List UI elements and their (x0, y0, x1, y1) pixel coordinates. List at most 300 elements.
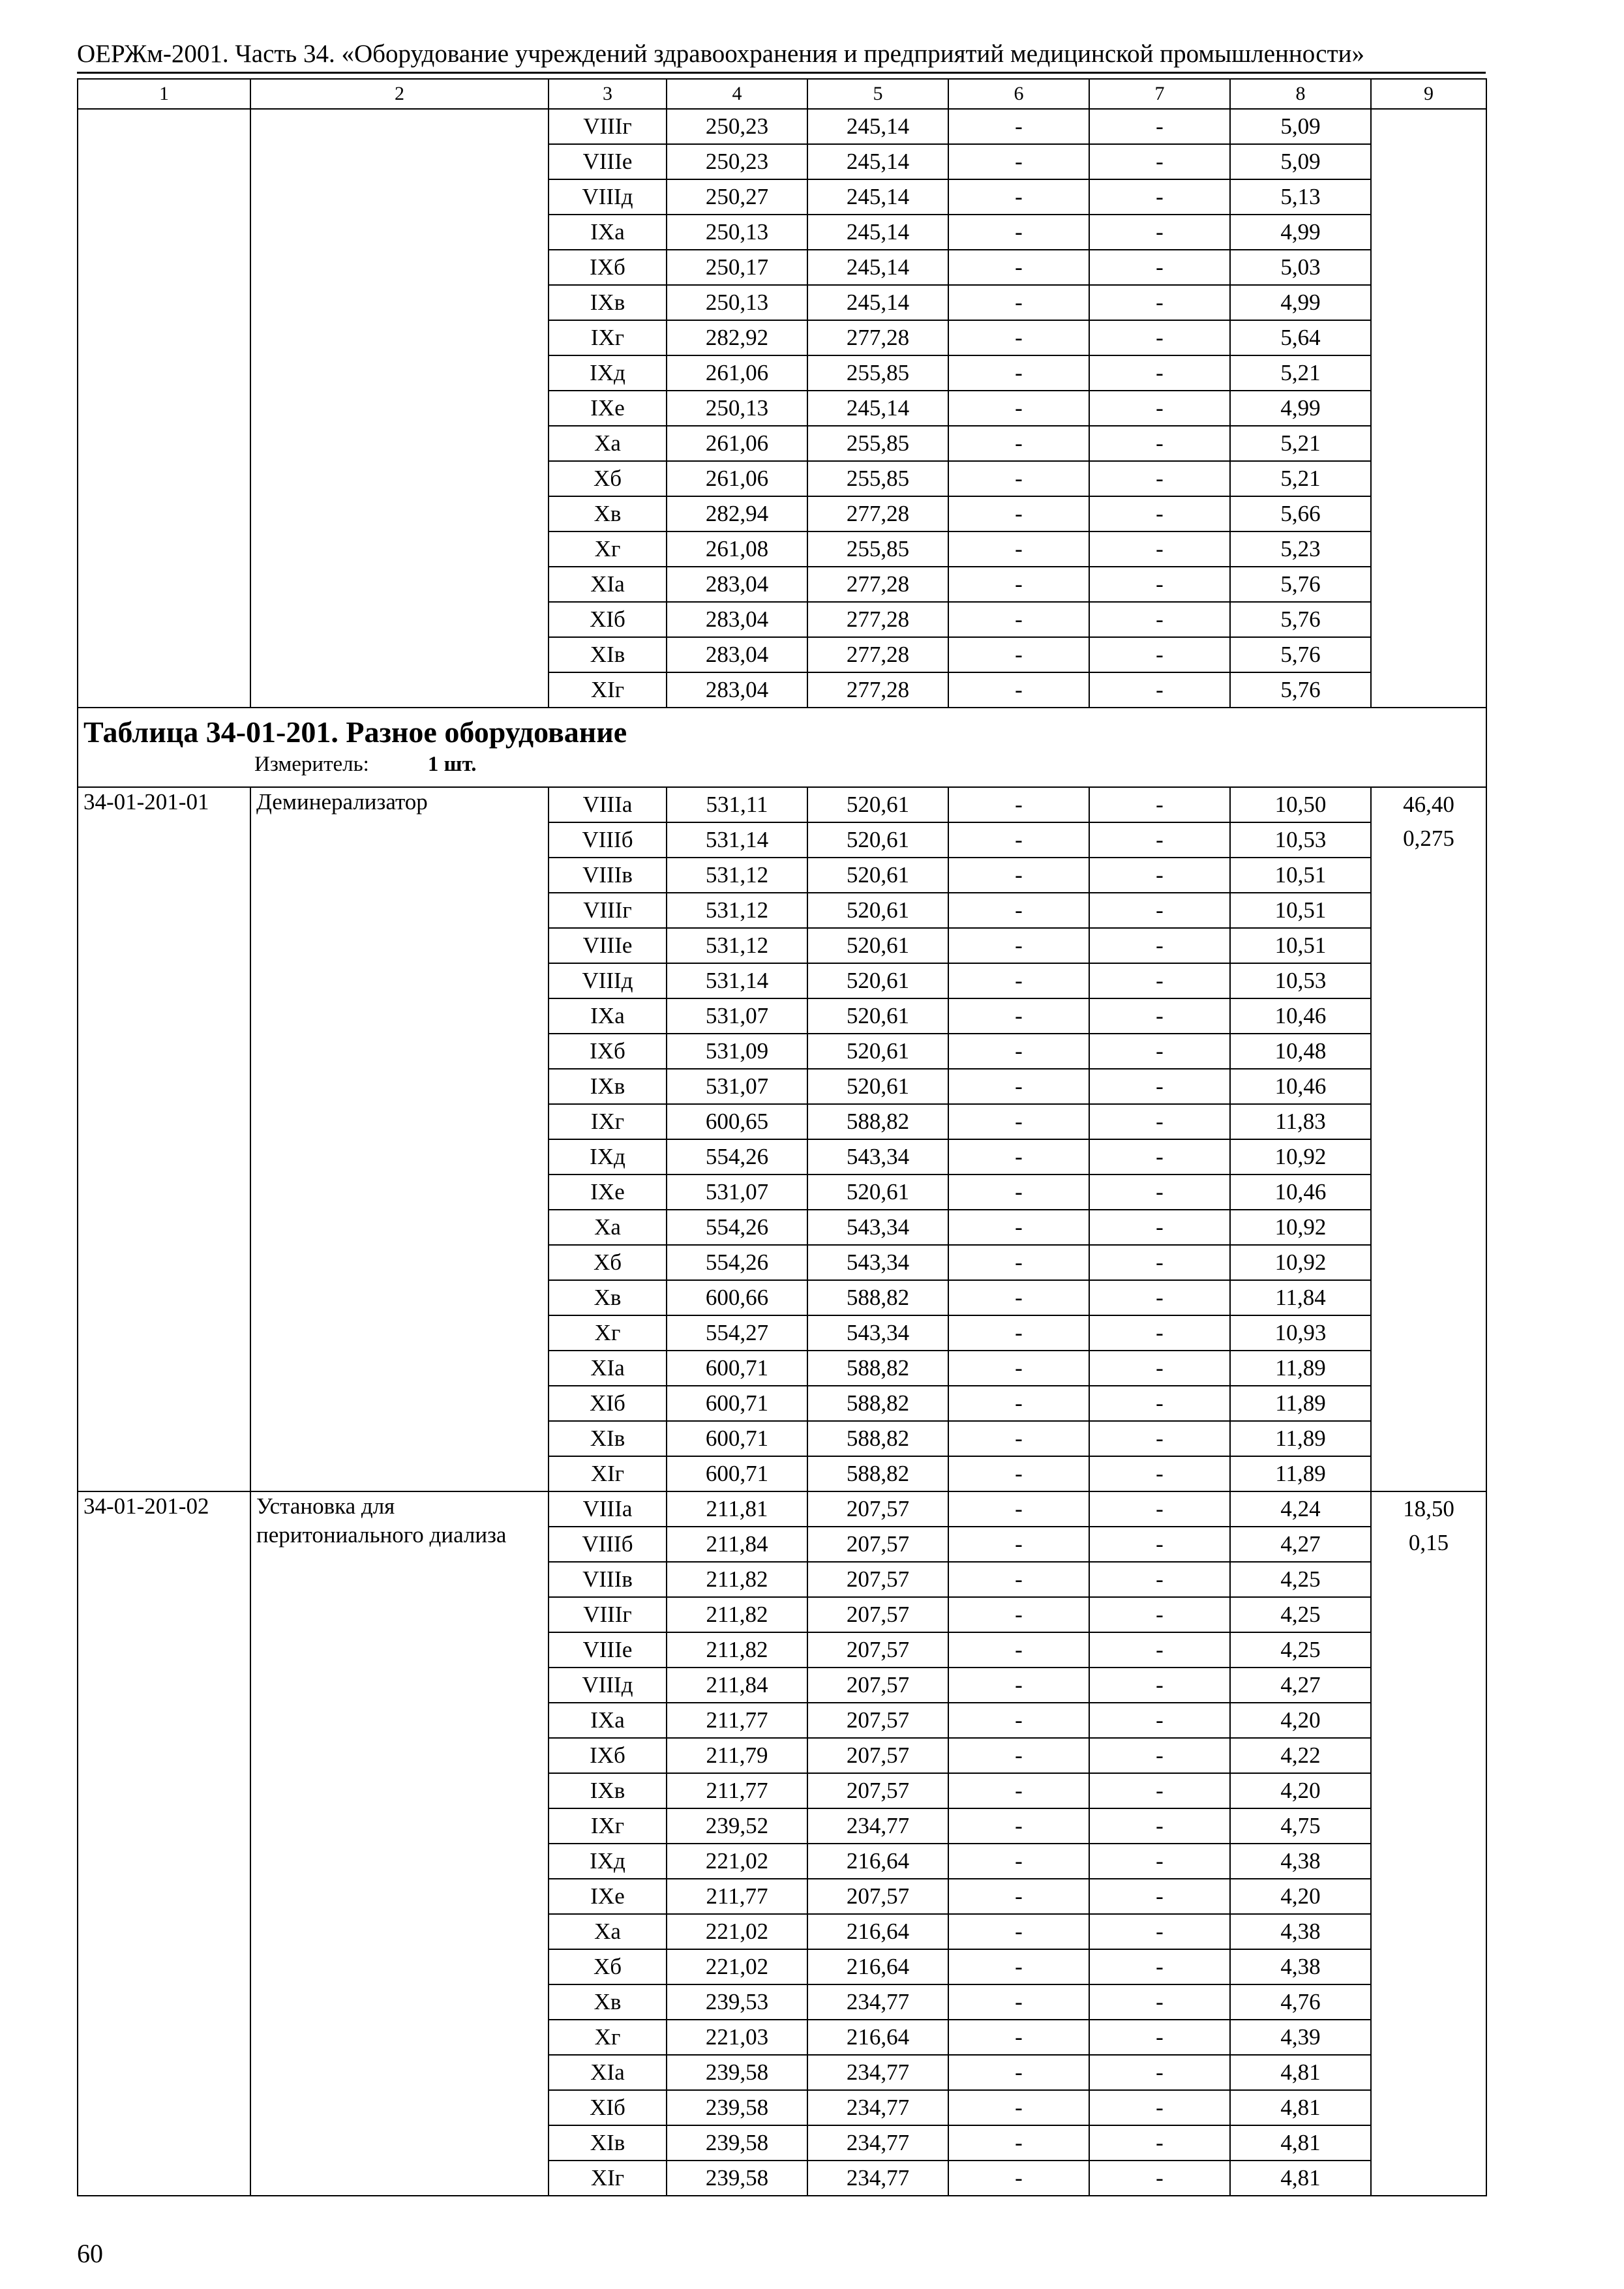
zone-cell: IXб (549, 250, 667, 285)
wages-cell: 207,57 (807, 1491, 948, 1527)
wages-cell: 520,61 (807, 858, 948, 893)
materials-cell: 4,76 (1230, 1984, 1371, 2020)
machinist-wages-cell: - (1089, 426, 1230, 461)
materials-cell: 4,20 (1230, 1703, 1371, 1738)
materials-cell: 10,46 (1230, 1069, 1371, 1104)
machines-cell: - (948, 1456, 1089, 1491)
materials-cell: 5,13 (1230, 179, 1371, 215)
machines-cell: - (948, 1879, 1089, 1914)
total-cost-cell: 531,12 (667, 928, 807, 963)
zone-cell: IXг (549, 1808, 667, 1844)
machinist-wages-cell: - (1089, 496, 1230, 531)
total-cost-cell: 531,07 (667, 998, 807, 1034)
materials-cell: 4,81 (1230, 2055, 1371, 2090)
machinist-wages-cell: - (1089, 858, 1230, 893)
labor-value: 0,15 (1408, 1530, 1449, 1555)
zone-cell: IXг (549, 320, 667, 355)
machines-cell: - (948, 1914, 1089, 1949)
materials-cell: 4,75 (1230, 1808, 1371, 1844)
materials-cell: 4,25 (1230, 1632, 1371, 1668)
zone-cell: IXа (549, 998, 667, 1034)
total-cost-cell: 250,23 (667, 109, 807, 144)
total-cost-cell: 531,12 (667, 858, 807, 893)
machinist-wages-cell: - (1089, 1668, 1230, 1703)
zone-cell: IXв (549, 1069, 667, 1104)
total-cost-cell: 600,71 (667, 1456, 807, 1491)
machines-cell: - (948, 998, 1089, 1034)
materials-cell: 4,38 (1230, 1949, 1371, 1984)
zone-cell: IXе (549, 391, 667, 426)
machinist-wages-cell: - (1089, 1069, 1230, 1104)
total-cost-cell: 221,03 (667, 2020, 807, 2055)
labor-value: 0,275 (1403, 826, 1454, 851)
machines-cell: - (948, 285, 1089, 320)
zone-cell: VIIIд (549, 1668, 667, 1703)
zone-cell: VIIIе (549, 928, 667, 963)
machinist-wages-cell: - (1089, 144, 1230, 179)
column-number: 4 (667, 79, 807, 109)
machinist-wages-cell: - (1089, 787, 1230, 822)
wages-cell: 245,14 (807, 109, 948, 144)
total-cost-cell: 600,71 (667, 1351, 807, 1386)
materials-cell: 10,93 (1230, 1315, 1371, 1351)
materials-cell: 11,89 (1230, 1421, 1371, 1456)
total-cost-cell: 261,06 (667, 355, 807, 391)
machines-cell: - (948, 1351, 1089, 1386)
materials-cell: 4,99 (1230, 391, 1371, 426)
wages-cell: 216,64 (807, 1844, 948, 1879)
table-title-cell (78, 708, 1486, 787)
materials-cell: 5,21 (1230, 355, 1371, 391)
machinist-wages-cell: - (1089, 285, 1230, 320)
materials-cell: 10,51 (1230, 928, 1371, 963)
machines-cell: - (948, 250, 1089, 285)
machinist-wages-cell: - (1089, 672, 1230, 708)
zone-cell: VIIIг (549, 893, 667, 928)
total-cost-cell: 221,02 (667, 1914, 807, 1949)
total-cost-cell: 211,77 (667, 1703, 807, 1738)
materials-cell: 4,27 (1230, 1668, 1371, 1703)
machinist-wages-cell: - (1089, 1210, 1230, 1245)
wages-cell: 216,64 (807, 1914, 948, 1949)
wages-cell: 245,14 (807, 391, 948, 426)
machinist-wages-cell: - (1089, 1879, 1230, 1914)
wages-cell: 216,64 (807, 1949, 948, 1984)
total-cost-cell: 531,14 (667, 963, 807, 998)
machinist-wages-cell: - (1089, 1949, 1230, 1984)
total-cost-cell: 283,04 (667, 672, 807, 708)
wages-cell: 207,57 (807, 1562, 948, 1597)
zone-cell: VIIIе (549, 144, 667, 179)
materials-cell: 4,81 (1230, 2161, 1371, 2196)
table-title: Таблица 34-01-201. Разное оборудование (83, 715, 627, 749)
zone-cell: IXд (549, 1139, 667, 1174)
materials-cell: 10,48 (1230, 1034, 1371, 1069)
total-cost-cell: 250,27 (667, 179, 807, 215)
materials-cell: 4,27 (1230, 1527, 1371, 1562)
machinist-wages-cell: - (1089, 1527, 1230, 1562)
total-cost-cell: 221,02 (667, 1844, 807, 1879)
machines-cell: - (948, 822, 1089, 858)
column-number: 1 (78, 79, 250, 109)
machines-cell: - (948, 1280, 1089, 1315)
machines-cell: - (948, 637, 1089, 672)
machinist-wages-cell: - (1089, 1104, 1230, 1139)
machines-cell: - (948, 787, 1089, 822)
machinist-wages-cell: - (1089, 391, 1230, 426)
measure-value: 1 шт. (427, 753, 477, 776)
machinist-wages-cell: - (1089, 928, 1230, 963)
materials-cell: 10,46 (1230, 998, 1371, 1034)
wages-cell: 207,57 (807, 1597, 948, 1632)
machines-cell: - (948, 2020, 1089, 2055)
total-cost-cell: 211,81 (667, 1491, 807, 1527)
machinist-wages-cell: - (1089, 1914, 1230, 1949)
zone-cell: VIIIе (549, 1632, 667, 1668)
total-cost-cell: 211,77 (667, 1773, 807, 1808)
zone-cell: Xв (549, 496, 667, 531)
wages-cell: 520,61 (807, 998, 948, 1034)
machinist-wages-cell: - (1089, 1808, 1230, 1844)
machines-cell: - (948, 1808, 1089, 1844)
header-rule (77, 72, 1486, 74)
total-cost-cell: 211,82 (667, 1597, 807, 1632)
materials-cell: 11,89 (1230, 1386, 1371, 1421)
wages-cell: 520,61 (807, 893, 948, 928)
machines-cell: - (948, 1386, 1089, 1421)
total-cost-cell: 239,58 (667, 2055, 807, 2090)
machines-cell: - (948, 320, 1089, 355)
zone-cell: XIб (549, 1386, 667, 1421)
total-cost-cell: 600,71 (667, 1421, 807, 1456)
machinist-wages-cell: - (1089, 963, 1230, 998)
materials-cell: 10,51 (1230, 893, 1371, 928)
zone-cell: IXб (549, 1738, 667, 1773)
machinist-wages-cell: - (1089, 1245, 1230, 1280)
machines-cell: - (948, 1632, 1089, 1668)
machines-cell: - (948, 1104, 1089, 1139)
machinist-wages-cell: - (1089, 1597, 1230, 1632)
machinist-wages-cell: - (1089, 1984, 1230, 2020)
materials-cell: 5,64 (1230, 320, 1371, 355)
zone-cell: XIг (549, 672, 667, 708)
materials-cell: 5,76 (1230, 672, 1371, 708)
zone-cell: XIв (549, 2125, 667, 2161)
column-number: 9 (1371, 79, 1486, 109)
code-cell: 34-01-201-02 (78, 1491, 250, 2196)
machines-cell: - (948, 1949, 1089, 1984)
machines-cell: - (948, 1491, 1089, 1527)
machinist-wages-cell: - (1089, 2020, 1230, 2055)
machines-cell: - (948, 1034, 1089, 1069)
machines-cell: - (948, 1527, 1089, 1562)
materials-cell: 5,76 (1230, 602, 1371, 637)
wages-cell: 245,14 (807, 215, 948, 250)
machines-cell: - (948, 1421, 1089, 1456)
zone-cell: IXе (549, 1174, 667, 1210)
zone-cell: Xа (549, 1210, 667, 1245)
zone-cell: Xб (549, 1949, 667, 1984)
measure-label: Измеритель: (254, 753, 369, 776)
wages-cell: 588,82 (807, 1280, 948, 1315)
total-cost-cell: 554,26 (667, 1245, 807, 1280)
machines-cell: - (948, 1984, 1089, 2020)
materials-cell: 5,21 (1230, 461, 1371, 496)
machinist-wages-cell: - (1089, 1315, 1230, 1351)
machines-cell: - (948, 179, 1089, 215)
wages-cell: 543,34 (807, 1245, 948, 1280)
total-cost-cell: 261,08 (667, 531, 807, 567)
materials-cell: 5,03 (1230, 250, 1371, 285)
zone-cell: VIIIв (549, 858, 667, 893)
zone-cell: VIIIд (549, 179, 667, 215)
zone-cell: IXб (549, 1034, 667, 1069)
column-number: 7 (1089, 79, 1230, 109)
rates-table (77, 78, 1487, 2196)
wages-cell: 234,77 (807, 2055, 948, 2090)
name-cell (250, 109, 549, 708)
total-cost-cell: 283,04 (667, 637, 807, 672)
zone-cell: VIIIа (549, 787, 667, 822)
total-cost-cell: 239,58 (667, 2125, 807, 2161)
total-cost-cell: 211,77 (667, 1879, 807, 1914)
materials-cell: 5,21 (1230, 426, 1371, 461)
wages-cell: 234,77 (807, 2161, 948, 2196)
wages-cell: 520,61 (807, 1034, 948, 1069)
wages-cell: 520,61 (807, 822, 948, 858)
zone-cell: XIа (549, 1351, 667, 1386)
total-cost-cell: 211,82 (667, 1562, 807, 1597)
machinist-wages-cell: - (1089, 1139, 1230, 1174)
materials-cell: 4,99 (1230, 215, 1371, 250)
machinist-wages-cell: - (1089, 461, 1230, 496)
zone-cell: VIIIв (549, 1562, 667, 1597)
total-cost-cell: 531,07 (667, 1174, 807, 1210)
machinist-wages-cell: - (1089, 1703, 1230, 1738)
wages-cell: 277,28 (807, 672, 948, 708)
machines-cell: - (948, 1069, 1089, 1104)
materials-cell: 11,84 (1230, 1280, 1371, 1315)
zone-cell: VIIIб (549, 822, 667, 858)
total-cost-cell: 531,11 (667, 787, 807, 822)
zone-cell: VIIIб (549, 1527, 667, 1562)
machinist-wages-cell: - (1089, 1351, 1230, 1386)
machines-cell: - (948, 1703, 1089, 1738)
materials-cell: 5,66 (1230, 496, 1371, 531)
zone-cell: Xв (549, 1280, 667, 1315)
wages-cell: 277,28 (807, 496, 948, 531)
zone-cell: VIIIг (549, 109, 667, 144)
machinist-wages-cell: - (1089, 2125, 1230, 2161)
machines-cell: - (948, 426, 1089, 461)
wages-cell: 255,85 (807, 531, 948, 567)
materials-cell: 11,89 (1230, 1456, 1371, 1491)
machinist-wages-cell: - (1089, 355, 1230, 391)
machinist-wages-cell: - (1089, 179, 1230, 215)
machines-cell: - (948, 1139, 1089, 1174)
zone-cell: XIа (549, 567, 667, 602)
wages-cell: 245,14 (807, 250, 948, 285)
column-number: 6 (948, 79, 1089, 109)
materials-cell: 5,09 (1230, 144, 1371, 179)
zone-cell: IXе (549, 1879, 667, 1914)
materials-cell: 10,92 (1230, 1210, 1371, 1245)
machinist-wages-cell: - (1089, 1562, 1230, 1597)
machinist-wages-cell: - (1089, 567, 1230, 602)
wages-cell: 216,64 (807, 2020, 948, 2055)
zone-cell: XIб (549, 2090, 667, 2125)
zone-cell: Xг (549, 531, 667, 567)
total-cost-cell: 239,58 (667, 2090, 807, 2125)
machines-cell: - (948, 496, 1089, 531)
total-cost-cell: 282,94 (667, 496, 807, 531)
code-cell: 34-01-201-01 (78, 787, 250, 1491)
table-row (78, 1491, 1486, 1527)
total-cost-cell: 211,79 (667, 1738, 807, 1773)
machinist-wages-cell: - (1089, 250, 1230, 285)
wages-cell: 207,57 (807, 1773, 948, 1808)
machines-cell: - (948, 672, 1089, 708)
machinist-wages-cell: - (1089, 1738, 1230, 1773)
machinist-wages-cell: - (1089, 893, 1230, 928)
machinist-wages-cell: - (1089, 1773, 1230, 1808)
machinist-wages-cell: - (1089, 1034, 1230, 1069)
materials-cell: 4,99 (1230, 285, 1371, 320)
zone-cell: IXд (549, 1844, 667, 1879)
wages-cell: 520,61 (807, 787, 948, 822)
machines-cell: - (948, 893, 1089, 928)
total-cost-cell: 239,53 (667, 1984, 807, 2020)
total-cost-cell: 211,84 (667, 1668, 807, 1703)
materials-cell: 10,51 (1230, 858, 1371, 893)
machines-cell: - (948, 1738, 1089, 1773)
total-cost-cell: 211,84 (667, 1527, 807, 1562)
table-title-row (78, 708, 1486, 787)
materials-cell: 10,50 (1230, 787, 1371, 822)
total-cost-cell: 554,27 (667, 1315, 807, 1351)
total-cost-cell: 250,23 (667, 144, 807, 179)
materials-cell: 5,76 (1230, 567, 1371, 602)
wages-cell: 234,77 (807, 2090, 948, 2125)
total-cost-cell: 554,26 (667, 1139, 807, 1174)
materials-cell: 4,39 (1230, 2020, 1371, 2055)
materials-cell: 4,81 (1230, 2125, 1371, 2161)
wages-cell: 520,61 (807, 1069, 948, 1104)
materials-cell: 4,22 (1230, 1738, 1371, 1773)
machinist-wages-cell: - (1089, 822, 1230, 858)
zone-cell: Xг (549, 1315, 667, 1351)
total-cost-cell: 250,17 (667, 250, 807, 285)
total-cost-cell: 531,09 (667, 1034, 807, 1069)
total-cost-cell: 283,04 (667, 567, 807, 602)
machines-cell: - (948, 1668, 1089, 1703)
zone-cell: XIа (549, 2055, 667, 2090)
zone-cell: IXв (549, 285, 667, 320)
machines-cell: - (948, 1844, 1089, 1879)
materials-cell: 4,20 (1230, 1879, 1371, 1914)
wages-cell: 588,82 (807, 1456, 948, 1491)
machinist-wages-cell: - (1089, 1491, 1230, 1527)
materials-cell: 5,23 (1230, 531, 1371, 567)
wages-cell: 245,14 (807, 179, 948, 215)
machines-cell: - (948, 215, 1089, 250)
zone-cell: Xа (549, 426, 667, 461)
wages-cell: 207,57 (807, 1632, 948, 1668)
machinist-wages-cell: - (1089, 1844, 1230, 1879)
wages-cell: 207,57 (807, 1668, 948, 1703)
wages-cell: 520,61 (807, 928, 948, 963)
materials-cell: 11,83 (1230, 1104, 1371, 1139)
wages-cell: 207,57 (807, 1738, 948, 1773)
zone-cell: Xб (549, 461, 667, 496)
total-cost-cell: 531,14 (667, 822, 807, 858)
wages-cell: 255,85 (807, 461, 948, 496)
machines-cell: - (948, 1315, 1089, 1351)
machines-cell: - (948, 963, 1089, 998)
zone-cell: IXв (549, 1773, 667, 1808)
machines-cell: - (948, 1597, 1089, 1632)
page-header: ОЕРЖм-2001. Часть 34. «Оборудование учреждений здравоохранения и предприятий медицинской промышленности» (77, 40, 1364, 68)
column-number: 8 (1230, 79, 1371, 109)
materials-cell: 11,89 (1230, 1351, 1371, 1386)
total-cost-cell: 250,13 (667, 285, 807, 320)
total-cost-cell: 554,26 (667, 1210, 807, 1245)
materials-cell: 4,25 (1230, 1597, 1371, 1632)
total-cost-cell: 531,07 (667, 1069, 807, 1104)
zone-cell: XIб (549, 602, 667, 637)
code-cell (78, 109, 250, 708)
machines-cell: - (948, 858, 1089, 893)
machines-cell: - (948, 2161, 1089, 2196)
wages-cell: 277,28 (807, 602, 948, 637)
machinist-wages-cell: - (1089, 215, 1230, 250)
zone-cell: XIг (549, 2161, 667, 2196)
zone-cell: Xа (549, 1914, 667, 1949)
zone-cell: Xв (549, 1984, 667, 2020)
materials-cell: 10,92 (1230, 1139, 1371, 1174)
wages-cell: 543,34 (807, 1210, 948, 1245)
wages-cell: 234,77 (807, 2125, 948, 2161)
zone-cell: VIIIд (549, 963, 667, 998)
total-cost-cell: 282,92 (667, 320, 807, 355)
materials-cell: 10,92 (1230, 1245, 1371, 1280)
zone-cell: VIIIа (549, 1491, 667, 1527)
zone-cell: XIв (549, 1421, 667, 1456)
machines-cell: - (948, 2055, 1089, 2090)
machines-cell: - (948, 928, 1089, 963)
total-cost-cell: 283,04 (667, 602, 807, 637)
zone-cell: IXа (549, 215, 667, 250)
zone-cell: Xб (549, 1245, 667, 1280)
materials-cell: 10,53 (1230, 963, 1371, 998)
machinist-wages-cell: - (1089, 2090, 1230, 2125)
machinist-wages-cell: - (1089, 1421, 1230, 1456)
wages-cell: 207,57 (807, 1527, 948, 1562)
machinist-wages-cell: - (1089, 2055, 1230, 2090)
page-number: 60 (77, 2239, 103, 2268)
machines-cell: - (948, 1245, 1089, 1280)
machinist-wages-cell: - (1089, 2161, 1230, 2196)
machines-cell: - (948, 567, 1089, 602)
total-cost-cell: 221,02 (667, 1949, 807, 1984)
machines-cell: - (948, 1174, 1089, 1210)
machines-cell: - (948, 531, 1089, 567)
wages-cell: 520,61 (807, 1174, 948, 1210)
machines-cell: - (948, 2090, 1089, 2125)
labor-cell (1371, 1491, 1486, 2196)
machines-cell: - (948, 355, 1089, 391)
machinist-wages-cell: - (1089, 109, 1230, 144)
